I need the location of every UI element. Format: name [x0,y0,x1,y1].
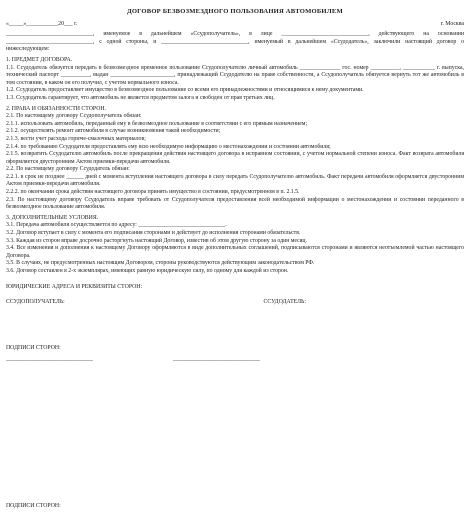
clause: 2.1.2. осуществлять ремонт автомобиля в случае возникновения такой необходимости; [6,128,221,135]
signature-lines [6,356,464,364]
clause: 1.3. Ссудодатель гарантирует, что автомобиль не является предметом залога и свободен от прав третьих лиц. [6,94,275,101]
party-labels-row [6,299,306,307]
section-rights [6,106,464,212]
section-additional [6,215,464,276]
date-line: «_____»___________20___ г. [6,20,78,27]
receiver-label: ССУДОПОЛУЧАТЕЛЬ: [6,299,65,306]
clause: 2.2. По настоящему договору Ссудодатель обязан: [6,166,130,173]
intro-paragraph: ______________________________, именуемое в дальнейшем «Ссудополучатель», в лице ______________________________, действующего на основании ______________________________, с одной стороны, и ______________________________, именуемый в дальнейшем «Ссудодатель», заключили настоящий договор о нижеследующем: [6,31,464,53]
clause: 2.1.3. вести учет расхода горюче-смазочных материалов; [6,135,146,142]
section-heading: 3. ДОПОЛНИТЕЛЬНЫЕ УСЛОВИЯ. [6,214,99,221]
clause: 2.1.1. использовать автомобиль, переданный ему в безвозмездное пользование в соответствии с его прямым назначением; [6,120,308,127]
clause: 3.3. Каждая из сторон вправе досрочно расторгнуть настоящий Договор, известив об этом другую сторону за один месяц. [6,237,307,244]
clause: 3.1. Передача автомобиля осуществляется по адресу: ______________________________. [6,222,227,229]
clause: 1.2. Ссудодатель предоставляет имущество в безвозмездное пользование со всеми его принадлежностями и относящимися к нему документами. [6,87,364,94]
clause: 2.3. По настоящему договору Ссудодатель вправе требовать от Ссудополучателя предоставления всей необходимой информации о местонахождении и состоянии переданного в безвозмездное пользование автомобиля. [6,196,464,211]
section-subject [6,57,464,103]
clause: 3.4. Все изменения и дополнения к настоящему Договору оформляются в виде дополнительных соглашений, подписываются сторонами и являются неотъемлемой частью настоящего Договора. [6,245,464,259]
section-heading: 1. ПРЕДМЕТ ДОГОВОРА. [6,56,73,63]
clause: 2.1. По настоящему договору Ссудополучатель обязан: [6,113,142,120]
signatures-heading: ПОДПИСИ СТОРОН: [6,344,61,351]
section-heading: 2. ПРАВА И ОБЯЗАННОСТИ СТОРОН. [6,105,107,112]
clause: 3.5. В случаях, не предусмотренных настоящим Договором, стороны руководствуются действующим законодательством РФ. [6,260,315,267]
clause: 2.2.2. по окончании срока действия настоящего договора принять имущество в состоянии, предусмотренном в п. 2.1.5. [6,189,300,196]
clause: 2.2.1. в срок не позднее ______ дней с момента вступления настоящего договора в силу передать Ссудополучателю автомобиль. Факт передачи автомобиля оформляется двусторонним Актом приемки-передачи автомобиля. [6,173,464,188]
clause: 1.1. Ссудодатель обязуется передать в безвозмездное временное пользование Ссудополучателю личный автомобиль ______________ гос. номер __________, ___________ г. выпуска, технический паспорт __________, выдан ______________________, принадлежащий Ссудодателю на праве собственности, а Ссудополучатель обязуется вернуть тот же автомобиль в том состоянии, в каком он его получил, с учетом нормального износа. [6,64,464,86]
addresses-heading: ЮРИДИЧЕСКИЕ АДРЕСА И РЕКВИЗИТЫ СТОРОН: [6,283,143,290]
receiver-signature-line: ______________________________ [6,356,93,363]
giver-label: ССУДОДАТЕЛЬ: [263,299,306,306]
date-city-row [6,21,464,29]
signatures-heading-footer: ПОДПИСИ СТОРОН: [6,503,61,509]
giver-signature-line: ______________________________ [172,356,260,363]
clause: 3.2. Договор вступает в силу с момента его подписания сторонами и действует до исполнения сторонами обязательств. [6,230,301,237]
document-title: ДОГОВОР БЕЗВОЗМЕЗДНОГО ПОЛЬЗОВАНИЯ АВТОМОБИЛЕМ [127,8,343,15]
clause: 2.1.4. по требованию Ссудодателя предоставлять ему всю необходимую информацию о местонахождении и состоянии автомобиля; [6,143,331,150]
clause: 2.1.5. возвратить Ссудодателю автомобиль после прекращения действия настоящего договора в исправном состоянии, с учетом нормальной степени износа. Факт возврата автомобиля оформляется двусторонним Актом приемки-передачи автомобиля. [6,151,464,165]
clause: 3.6. Договор составлен в 2-х экземплярах, имеющих равную юридическую силу, по одному для каждой из сторон. [6,268,289,274]
city-label: г. Москва [440,20,464,27]
